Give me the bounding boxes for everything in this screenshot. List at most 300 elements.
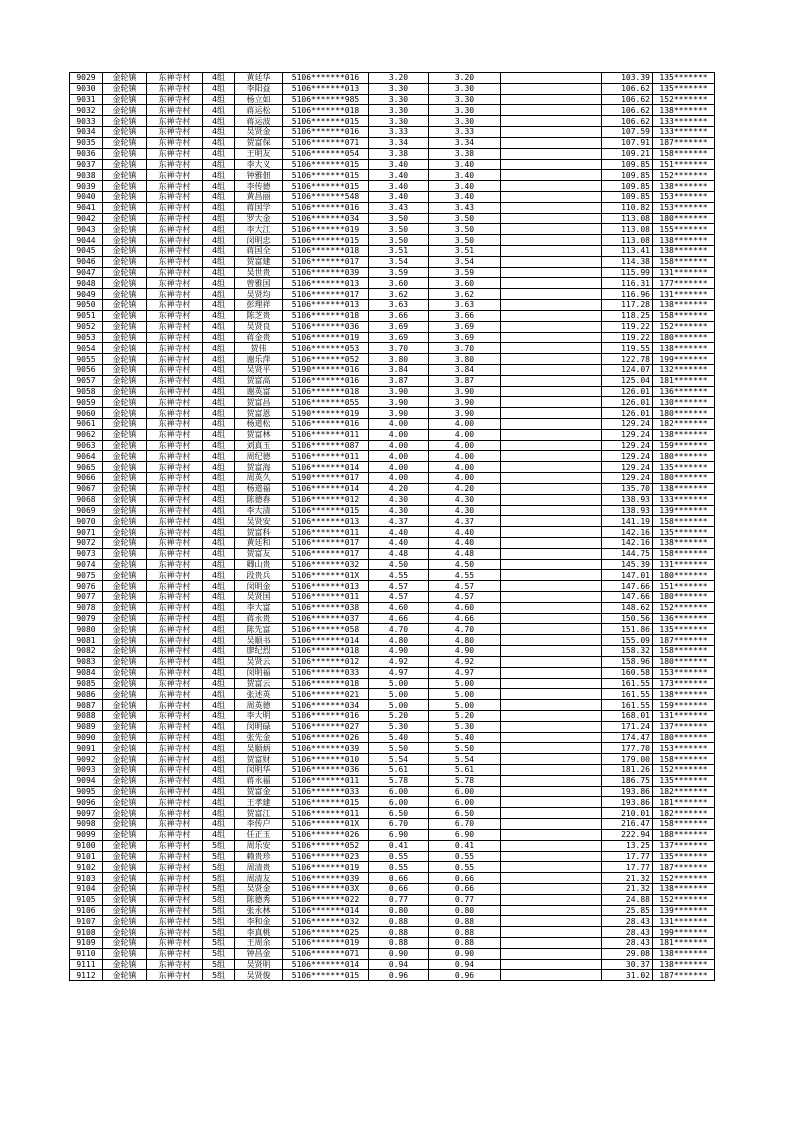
phone-cell: 131******* <box>653 289 715 300</box>
village-cell: 东禅寺村 <box>147 235 203 246</box>
area2-cell: 4.30 <box>429 494 501 505</box>
village-cell: 东禅寺村 <box>147 700 203 711</box>
area2-cell: 6.00 <box>429 786 501 797</box>
table-row <box>70 473 715 484</box>
area-cell: 0.88 <box>369 916 429 927</box>
area-cell: 6.00 <box>369 797 429 808</box>
area-cell: 3.40 <box>369 159 429 170</box>
area-cell: 4.30 <box>369 494 429 505</box>
village-cell: 东禅寺村 <box>147 289 203 300</box>
phone-cell: 182******* <box>653 786 715 797</box>
amount-cell: 124.07 <box>602 364 653 375</box>
area-cell: 3.80 <box>369 354 429 365</box>
name-cell: 黄廷和 <box>235 537 283 548</box>
seq-cell: 9048 <box>70 278 103 289</box>
amount-cell: 25.85 <box>602 905 653 916</box>
id-number-cell: 5106*******021 <box>283 689 369 700</box>
area2-cell: 4.37 <box>429 516 501 527</box>
blank-cell <box>501 127 602 138</box>
area2-cell: 6.90 <box>429 829 501 840</box>
amount-cell: 107.91 <box>602 137 653 148</box>
table-row <box>70 451 715 462</box>
area2-cell: 3.38 <box>429 148 501 159</box>
blank-cell <box>501 213 602 224</box>
town-cell: 金轮镇 <box>103 278 147 289</box>
name-cell: 李大江 <box>235 224 283 235</box>
village-cell: 东禅寺村 <box>147 613 203 624</box>
name-cell: 杨道松 <box>235 419 283 430</box>
blank-cell <box>501 602 602 613</box>
town-cell: 金轮镇 <box>103 559 147 570</box>
blank-cell <box>501 300 602 311</box>
id-number-cell: 5106*******036 <box>283 321 369 332</box>
phone-cell: 151******* <box>653 159 715 170</box>
village-cell: 东禅寺村 <box>147 148 203 159</box>
area-cell: 4.00 <box>369 440 429 451</box>
phone-cell: 180******* <box>653 592 715 603</box>
amount-cell: 28.43 <box>602 938 653 949</box>
town-cell: 金轮镇 <box>103 451 147 462</box>
town-cell: 金轮镇 <box>103 343 147 354</box>
town-cell: 金轮镇 <box>103 678 147 689</box>
seq-cell: 9082 <box>70 646 103 657</box>
name-cell: 谢英富 <box>235 386 283 397</box>
area2-cell: 4.57 <box>429 592 501 603</box>
name-cell: 闵明金 <box>235 581 283 592</box>
area2-cell: 4.00 <box>429 440 501 451</box>
area2-cell: 0.96 <box>429 970 501 981</box>
table-row <box>70 429 715 440</box>
town-cell: 金轮镇 <box>103 710 147 721</box>
village-cell: 东禅寺村 <box>147 321 203 332</box>
phone-cell: 153******* <box>653 191 715 202</box>
village-cell: 东禅寺村 <box>147 83 203 94</box>
blank-cell <box>501 959 602 970</box>
id-number-cell: 5106*******013 <box>283 516 369 527</box>
name-cell: 王明友 <box>235 148 283 159</box>
seq-cell: 9067 <box>70 483 103 494</box>
village-cell: 东禅寺村 <box>147 678 203 689</box>
village-cell: 东禅寺村 <box>147 916 203 927</box>
phone-cell: 133******* <box>653 116 715 127</box>
blank-cell <box>501 137 602 148</box>
town-cell: 金轮镇 <box>103 267 147 278</box>
id-number-cell: 5106*******01X <box>283 570 369 581</box>
seq-cell: 9078 <box>70 602 103 613</box>
id-number-cell: 5106*******017 <box>283 289 369 300</box>
name-cell: 周纪德 <box>235 451 283 462</box>
blank-cell <box>501 732 602 743</box>
id-number-cell: 5106*******016 <box>283 419 369 430</box>
name-cell: 任正玉 <box>235 829 283 840</box>
village-cell: 东禅寺村 <box>147 516 203 527</box>
area2-cell: 5.78 <box>429 775 501 786</box>
id-number-cell: 5106*******018 <box>283 678 369 689</box>
area-cell: 3.50 <box>369 213 429 224</box>
area-cell: 5.20 <box>369 710 429 721</box>
town-cell: 金轮镇 <box>103 883 147 894</box>
blank-cell <box>501 710 602 721</box>
name-cell: 闵明华 <box>235 765 283 776</box>
name-cell: 李大清 <box>235 505 283 516</box>
village-cell: 东禅寺村 <box>147 862 203 873</box>
group-cell: 4组 <box>203 710 235 721</box>
group-cell: 4组 <box>203 224 235 235</box>
area2-cell: 0.88 <box>429 927 501 938</box>
phone-cell: 136******* <box>653 386 715 397</box>
blank-cell <box>501 105 602 116</box>
table-row <box>70 624 715 635</box>
town-cell: 金轮镇 <box>103 159 147 170</box>
seq-cell: 9071 <box>70 527 103 538</box>
name-cell: 吴顺炳 <box>235 743 283 754</box>
seq-cell: 9100 <box>70 840 103 851</box>
id-number-cell: 5106*******548 <box>283 191 369 202</box>
blank-cell <box>501 429 602 440</box>
group-cell: 5组 <box>203 916 235 927</box>
village-cell: 东禅寺村 <box>147 667 203 678</box>
amount-cell: 177.70 <box>602 743 653 754</box>
area2-cell: 4.00 <box>429 429 501 440</box>
seq-cell: 9092 <box>70 754 103 765</box>
seq-cell: 9105 <box>70 894 103 905</box>
name-cell: 李真桃 <box>235 927 283 938</box>
phone-cell: 131******* <box>653 559 715 570</box>
id-number-cell: 5106*******015 <box>283 505 369 516</box>
seq-cell: 9090 <box>70 732 103 743</box>
blank-cell <box>501 656 602 667</box>
town-cell: 金轮镇 <box>103 386 147 397</box>
phone-cell: 180******* <box>653 473 715 484</box>
table-row <box>70 191 715 202</box>
group-cell: 4组 <box>203 105 235 116</box>
town-cell: 金轮镇 <box>103 689 147 700</box>
phone-cell: 138******* <box>653 959 715 970</box>
village-cell: 东禅寺村 <box>147 732 203 743</box>
area2-cell: 3.50 <box>429 213 501 224</box>
amount-cell: 135.70 <box>602 483 653 494</box>
amount-cell: 126.01 <box>602 397 653 408</box>
area2-cell: 4.50 <box>429 559 501 570</box>
village-cell: 东禅寺村 <box>147 743 203 754</box>
id-number-cell: 5106*******058 <box>283 624 369 635</box>
phone-cell: 152******* <box>653 894 715 905</box>
area2-cell: 3.60 <box>429 278 501 289</box>
area2-cell: 3.40 <box>429 159 501 170</box>
area-cell: 4.00 <box>369 462 429 473</box>
name-cell: 吴贤安 <box>235 516 283 527</box>
seq-cell: 9035 <box>70 137 103 148</box>
village-cell: 东禅寺村 <box>147 191 203 202</box>
area-cell: 5.54 <box>369 754 429 765</box>
town-cell: 金轮镇 <box>103 494 147 505</box>
name-cell: 钟昌金 <box>235 948 283 959</box>
town-cell: 金轮镇 <box>103 570 147 581</box>
table-row <box>70 397 715 408</box>
amount-cell: 160.58 <box>602 667 653 678</box>
group-cell: 4组 <box>203 354 235 365</box>
area-cell: 6.90 <box>369 829 429 840</box>
area2-cell: 6.50 <box>429 808 501 819</box>
town-cell: 金轮镇 <box>103 592 147 603</box>
name-cell: 李大富 <box>235 602 283 613</box>
town-cell: 金轮镇 <box>103 235 147 246</box>
area2-cell: 5.20 <box>429 710 501 721</box>
area2-cell: 3.84 <box>429 364 501 375</box>
blank-cell <box>501 948 602 959</box>
blank-cell <box>501 721 602 732</box>
name-cell: 黄昌丽 <box>235 191 283 202</box>
village-cell: 东禅寺村 <box>147 105 203 116</box>
phone-cell: 182******* <box>653 419 715 430</box>
village-cell: 东禅寺村 <box>147 300 203 311</box>
town-cell: 金轮镇 <box>103 765 147 776</box>
group-cell: 4组 <box>203 765 235 776</box>
village-cell: 东禅寺村 <box>147 959 203 970</box>
area-cell: 3.66 <box>369 310 429 321</box>
seq-cell: 9030 <box>70 83 103 94</box>
group-cell: 4组 <box>203 754 235 765</box>
village-cell: 东禅寺村 <box>147 797 203 808</box>
table-row <box>70 94 715 105</box>
seq-cell: 9079 <box>70 613 103 624</box>
name-cell: 谢乐萍 <box>235 354 283 365</box>
phone-cell: 138******* <box>653 948 715 959</box>
town-cell: 金轮镇 <box>103 483 147 494</box>
group-cell: 4组 <box>203 743 235 754</box>
town-cell: 金轮镇 <box>103 332 147 343</box>
phone-cell: 138******* <box>653 343 715 354</box>
group-cell: 4组 <box>203 505 235 516</box>
seq-cell: 9066 <box>70 473 103 484</box>
area-cell: 0.90 <box>369 948 429 959</box>
area-cell: 3.54 <box>369 256 429 267</box>
village-cell: 东禅寺村 <box>147 851 203 862</box>
amount-cell: 24.88 <box>602 894 653 905</box>
phone-cell: 180******* <box>653 451 715 462</box>
blank-cell <box>501 451 602 462</box>
blank-cell <box>501 202 602 213</box>
town-cell: 金轮镇 <box>103 808 147 819</box>
phone-cell: 152******* <box>653 94 715 105</box>
group-cell: 4组 <box>203 624 235 635</box>
village-cell: 东禅寺村 <box>147 883 203 894</box>
phone-cell: 158******* <box>653 516 715 527</box>
phone-cell: 135******* <box>653 83 715 94</box>
town-cell: 金轮镇 <box>103 548 147 559</box>
blank-cell <box>501 700 602 711</box>
town-cell: 金轮镇 <box>103 840 147 851</box>
table-row <box>70 202 715 213</box>
group-cell: 4组 <box>203 235 235 246</box>
area2-cell: 5.61 <box>429 765 501 776</box>
village-cell: 东禅寺村 <box>147 948 203 959</box>
phone-cell: 180******* <box>653 732 715 743</box>
id-number-cell: 5106*******018 <box>283 246 369 257</box>
amount-cell: 129.24 <box>602 440 653 451</box>
phone-cell: 152******* <box>653 602 715 613</box>
name-cell: 彭理祥 <box>235 300 283 311</box>
amount-cell: 222.94 <box>602 829 653 840</box>
seq-cell: 9062 <box>70 429 103 440</box>
area2-cell: 4.60 <box>429 602 501 613</box>
blank-cell <box>501 570 602 581</box>
area2-cell: 0.94 <box>429 959 501 970</box>
area-cell: 3.50 <box>369 224 429 235</box>
seq-cell: 9107 <box>70 916 103 927</box>
id-number-cell: 5106*******038 <box>283 602 369 613</box>
phone-cell: 199******* <box>653 354 715 365</box>
amount-cell: 122.78 <box>602 354 653 365</box>
amount-cell: 114.38 <box>602 256 653 267</box>
town-cell: 金轮镇 <box>103 310 147 321</box>
blank-cell <box>501 819 602 830</box>
amount-cell: 113.08 <box>602 224 653 235</box>
id-number-cell: 5106*******015 <box>283 797 369 808</box>
village-cell: 东禅寺村 <box>147 765 203 776</box>
village-cell: 东禅寺村 <box>147 310 203 321</box>
group-cell: 4组 <box>203 548 235 559</box>
table-row <box>70 73 715 84</box>
village-cell: 东禅寺村 <box>147 278 203 289</box>
area-cell: 0.88 <box>369 938 429 949</box>
town-cell: 金轮镇 <box>103 321 147 332</box>
id-number-cell: 5106*******027 <box>283 721 369 732</box>
phone-cell: 180******* <box>653 570 715 581</box>
id-number-cell: 5106*******019 <box>283 332 369 343</box>
village-cell: 东禅寺村 <box>147 721 203 732</box>
name-cell: 吴贤良 <box>235 321 283 332</box>
village-cell: 东禅寺村 <box>147 938 203 949</box>
town-cell: 金轮镇 <box>103 970 147 981</box>
area2-cell: 3.90 <box>429 397 501 408</box>
phone-cell: 181******* <box>653 797 715 808</box>
area2-cell: 3.50 <box>429 235 501 246</box>
amount-cell: 113.08 <box>602 235 653 246</box>
seq-cell: 9054 <box>70 343 103 354</box>
seq-cell: 9074 <box>70 559 103 570</box>
name-cell: 张述英 <box>235 689 283 700</box>
table-row <box>70 829 715 840</box>
area-cell: 5.30 <box>369 721 429 732</box>
seq-cell: 9070 <box>70 516 103 527</box>
amount-cell: 129.24 <box>602 462 653 473</box>
group-cell: 4组 <box>203 592 235 603</box>
blank-cell <box>501 678 602 689</box>
name-cell: 卿山贵 <box>235 559 283 570</box>
group-cell: 4组 <box>203 213 235 224</box>
town-cell: 金轮镇 <box>103 948 147 959</box>
village-cell: 东禅寺村 <box>147 592 203 603</box>
area2-cell: 0.77 <box>429 894 501 905</box>
area-cell: 4.57 <box>369 581 429 592</box>
name-cell: 闵明忠 <box>235 235 283 246</box>
area2-cell: 3.69 <box>429 321 501 332</box>
amount-cell: 106.62 <box>602 94 653 105</box>
village-cell: 东禅寺村 <box>147 646 203 657</box>
village-cell: 东禅寺村 <box>147 537 203 548</box>
village-cell: 东禅寺村 <box>147 440 203 451</box>
town-cell: 金轮镇 <box>103 429 147 440</box>
id-number-cell: 5106*******017 <box>283 548 369 559</box>
table-row <box>70 613 715 624</box>
table-row <box>70 765 715 776</box>
seq-cell: 9061 <box>70 419 103 430</box>
name-cell: 赖贵珍 <box>235 851 283 862</box>
seq-cell: 9093 <box>70 765 103 776</box>
group-cell: 4组 <box>203 559 235 570</box>
data-table <box>69 72 715 981</box>
area2-cell: 5.00 <box>429 689 501 700</box>
village-cell: 东禅寺村 <box>147 927 203 938</box>
name-cell: 蒋永贵 <box>235 613 283 624</box>
blank-cell <box>501 494 602 505</box>
name-cell: 贺富保 <box>235 137 283 148</box>
amount-cell: 142.16 <box>602 537 653 548</box>
id-number-cell: 5106*******039 <box>283 743 369 754</box>
area-cell: 5.00 <box>369 678 429 689</box>
name-cell: 李传德 <box>235 181 283 192</box>
town-cell: 金轮镇 <box>103 246 147 257</box>
town-cell: 金轮镇 <box>103 419 147 430</box>
id-number-cell: 5106*******014 <box>283 959 369 970</box>
blank-cell <box>501 851 602 862</box>
table-row <box>70 948 715 959</box>
group-cell: 4组 <box>203 289 235 300</box>
village-cell: 东禅寺村 <box>147 419 203 430</box>
amount-cell: 21.32 <box>602 873 653 884</box>
blank-cell <box>501 873 602 884</box>
phone-cell: 131******* <box>653 916 715 927</box>
table-row <box>70 819 715 830</box>
table-row <box>70 592 715 603</box>
name-cell: 吴贤均 <box>235 289 283 300</box>
name-cell: 王周余 <box>235 938 283 949</box>
town-cell: 金轮镇 <box>103 73 147 84</box>
id-number-cell: 5106*******017 <box>283 537 369 548</box>
name-cell: 闵明福 <box>235 667 283 678</box>
town-cell: 金轮镇 <box>103 148 147 159</box>
town-cell: 金轮镇 <box>103 613 147 624</box>
area-cell: 4.00 <box>369 429 429 440</box>
group-cell: 4组 <box>203 83 235 94</box>
id-number-cell: 5106*******012 <box>283 494 369 505</box>
phone-cell: 181******* <box>653 375 715 386</box>
table-row <box>70 775 715 786</box>
table-row <box>70 505 715 516</box>
town-cell: 金轮镇 <box>103 170 147 181</box>
phone-cell: 135******* <box>653 73 715 84</box>
amount-cell: 119.22 <box>602 321 653 332</box>
group-cell: 4组 <box>203 148 235 159</box>
id-number-cell: 5106*******03X <box>283 883 369 894</box>
phone-cell: 130******* <box>653 397 715 408</box>
amount-cell: 161.55 <box>602 689 653 700</box>
group-cell: 4组 <box>203 364 235 375</box>
id-number-cell: 5106*******032 <box>283 559 369 570</box>
area2-cell: 0.66 <box>429 883 501 894</box>
amount-cell: 129.24 <box>602 451 653 462</box>
id-number-cell: 5106*******039 <box>283 267 369 278</box>
seq-cell: 9085 <box>70 678 103 689</box>
id-number-cell: 5106*******013 <box>283 300 369 311</box>
area2-cell: 4.00 <box>429 473 501 484</box>
village-cell: 东禅寺村 <box>147 213 203 224</box>
area-cell: 3.51 <box>369 246 429 257</box>
blank-cell <box>501 473 602 484</box>
name-cell: 蒋运松 <box>235 105 283 116</box>
id-number-cell: 5106*******023 <box>283 851 369 862</box>
